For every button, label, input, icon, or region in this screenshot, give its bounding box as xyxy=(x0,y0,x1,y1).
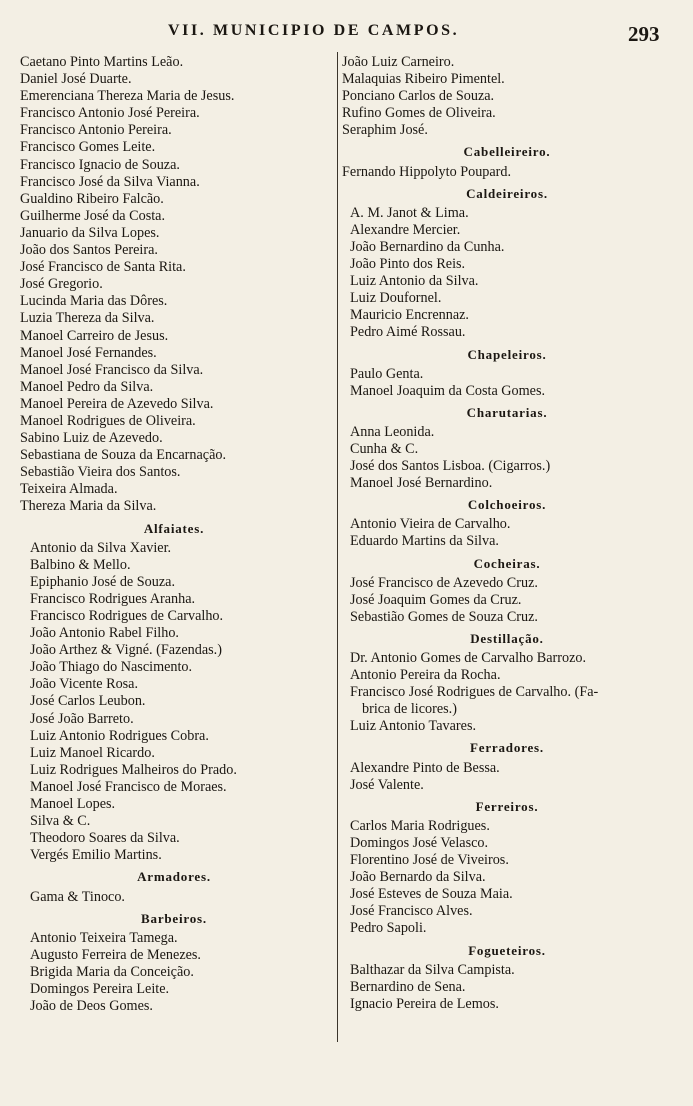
list-item: Malaquias Ribeiro Pimentel. xyxy=(342,71,505,88)
list-item: José Francisco de Azevedo Cruz. xyxy=(350,574,538,591)
list-item: Luzia Thereza da Silva. xyxy=(20,310,155,327)
list-item: Sebastiana de Souza da Encarnação. xyxy=(20,447,227,464)
list-item: Fernando Hippolyto Poupard. xyxy=(342,163,512,180)
right-column xyxy=(342,54,672,1013)
directory-list xyxy=(20,54,328,516)
list-item: Guilherme José da Costa. xyxy=(20,207,165,224)
list-item: Bernardino de Sena. xyxy=(350,978,466,995)
list-item: Francisco José da Silva Vianna. xyxy=(20,173,200,190)
list-item: Alexandre Mercier. xyxy=(350,221,461,238)
directory-list-caldeireiros xyxy=(342,205,672,342)
list-item: José João Barreto. xyxy=(30,710,134,727)
directory-list-barbeiros xyxy=(20,930,328,1015)
directory-list-charutarias xyxy=(342,424,672,492)
list-item: José dos Santos Lisboa. (Cigarros.) xyxy=(350,458,551,475)
section-heading-caldeireiros: Caldeireiros. xyxy=(466,185,548,201)
list-item: Mauricio Encrennaz. xyxy=(350,307,469,324)
list-item: Francisco Rodrigues Aranha. xyxy=(30,590,196,607)
list-item-continuation: brica de licores.) xyxy=(362,701,457,718)
list-item: Manoel Pedro da Silva. xyxy=(20,378,154,395)
list-item: Francisco Gomes Leite. xyxy=(20,139,156,156)
list-item: Augusto Ferreira de Menezes. xyxy=(30,946,201,963)
list-item: João dos Santos Pereira. xyxy=(20,242,158,259)
list-item: Cunha & C. xyxy=(350,440,419,457)
list-item: Pedro Aimé Rossau. xyxy=(350,324,466,341)
list-item: Manoel Carreiro de Jesus. xyxy=(20,327,169,344)
section-heading-charutarias: Charutarias. xyxy=(466,404,548,420)
directory-list-cocheiras xyxy=(342,575,672,626)
directory-list-ferradores xyxy=(342,760,672,794)
list-item: José Joaquim Gomes da Cruz. xyxy=(350,591,522,608)
list-item: Alexandre Pinto de Bessa. xyxy=(350,759,500,776)
directory-list-alfaiates xyxy=(20,540,328,865)
list-item: Francisco Antonio Pereira. xyxy=(20,122,172,139)
list-item: Emerenciana Thereza Maria de Jesus. xyxy=(20,88,235,105)
list-item: Gualdino Ribeiro Falcão. xyxy=(20,190,164,207)
section-heading-armadores: Armadores. xyxy=(137,869,211,885)
list-item: João Antonio Rabel Filho. xyxy=(30,625,179,642)
list-item: Manoel José Bernardino. xyxy=(350,475,493,492)
list-item: Francisco Ignacio de Souza. xyxy=(20,156,180,173)
list-item: Ignacio Pereira de Lemos. xyxy=(350,995,499,1012)
list-item: Manoel José Francisco da Silva. xyxy=(20,361,204,378)
list-item: José Esteves de Souza Maia. xyxy=(350,886,513,903)
section-heading-colchoeiros: Colchoeiros. xyxy=(467,497,547,513)
list-item: Manoel Joaquim da Costa Gomes. xyxy=(350,382,546,399)
list-item: Carlos Maria Rodrigues. xyxy=(350,817,490,834)
directory-list-colchoeiros xyxy=(342,516,672,550)
list-item: João Thiago do Nascimento. xyxy=(30,659,193,676)
list-item: Caetano Pinto Martins Leão. xyxy=(20,54,184,70)
list-item: José Francisco Alves. xyxy=(350,903,473,920)
section-heading-cabelleireiro: Cabelleireiro. xyxy=(463,144,551,160)
list-item: Ponciano Carlos de Souza. xyxy=(342,88,495,105)
list-item: Luiz Doufornel. xyxy=(350,290,442,307)
list-item: Francisco Antonio José Pereira. xyxy=(20,105,200,122)
list-item: Balthazar da Silva Campista. xyxy=(350,961,515,978)
page-title: VII. MUNICIPIO DE CAMPOS. xyxy=(168,22,460,39)
page-number: 293 xyxy=(628,22,660,46)
directory-list-cabelleireiro xyxy=(342,164,672,181)
list-item: Manoel Pereira de Azevedo Silva. xyxy=(20,395,214,412)
list-item: Seraphim José. xyxy=(342,122,428,139)
list-item: Domingos Pereira Leite. xyxy=(30,980,170,997)
list-item: Antonio Pereira da Rocha. xyxy=(350,667,501,684)
list-item: João de Deos Gomes. xyxy=(30,998,153,1015)
list-item: Antonio Vieira de Carvalho. xyxy=(350,516,511,533)
list-item: Luiz Manoel Ricardo. xyxy=(30,744,155,761)
list-item: Luiz Antonio da Silva. xyxy=(350,273,479,290)
list-item: José Francisco de Santa Rita. xyxy=(20,259,186,276)
list-item: Teixeira Almada. xyxy=(20,481,118,498)
page-header xyxy=(0,14,693,46)
section-heading-cocheiras: Cocheiras. xyxy=(473,555,541,571)
list-item: Gama & Tinoco. xyxy=(30,888,125,905)
list-item: Pedro Sapoli. xyxy=(350,920,427,937)
list-item: Eduardo Martins da Silva. xyxy=(350,533,499,550)
list-item: Manoel José Fernandes. xyxy=(20,344,157,361)
list-item: Dr. Antonio Gomes de Carvalho Barrozo. xyxy=(350,650,587,666)
section-heading-barbeiros: Barbeiros. xyxy=(141,910,207,926)
directory-list-destillacao-after xyxy=(342,718,672,735)
list-item: Sabino Luiz de Azevedo. xyxy=(20,430,163,447)
section-heading-ferradores: Ferradores. xyxy=(470,740,544,756)
list-item: Manoel Rodrigues de Oliveira. xyxy=(20,412,196,429)
list-item: Silva & C. xyxy=(30,813,91,830)
directory-list-destillacao xyxy=(342,650,672,701)
list-item: Francisco Rodrigues de Carvalho. xyxy=(30,608,224,624)
list-item: Manoel Lopes. xyxy=(30,796,116,813)
section-heading-ferreiros: Ferreiros. xyxy=(475,798,539,814)
list-item: Epiphanio José de Souza. xyxy=(30,573,175,590)
list-item: Anna Leonida. xyxy=(350,423,435,440)
list-item: Luiz Antonio Tavares. xyxy=(350,718,477,735)
list-item: José Carlos Leubon. xyxy=(30,693,146,710)
list-item: Sebastião Gomes de Souza Cruz. xyxy=(350,608,538,625)
list-item: Antonio da Silva Xavier. xyxy=(30,539,172,556)
directory-list-fogueteiros xyxy=(342,962,672,1013)
list-item: Theodoro Soares da Silva. xyxy=(30,830,180,847)
directory-list-armadores xyxy=(20,889,328,906)
list-item: Daniel José Duarte. xyxy=(20,71,132,88)
column-divider xyxy=(337,52,338,1042)
list-item: Sebastião Vieira dos Santos. xyxy=(20,464,181,481)
list-item: Florentino José de Viveiros. xyxy=(350,852,509,869)
section-heading-chapeleiros: Chapeleiros. xyxy=(467,346,547,362)
list-item: Balbino & Mello. xyxy=(30,556,131,573)
list-item: Brigida Maria da Conceição. xyxy=(30,963,194,980)
list-item: Antonio Teixeira Tamega. xyxy=(30,929,178,946)
list-item: João Bernardino da Cunha. xyxy=(350,238,505,255)
list-item: Lucinda Maria das Dôres. xyxy=(20,293,168,310)
section-heading-destillacao: Destillação. xyxy=(470,630,544,646)
list-item: José Valente. xyxy=(350,776,424,793)
section-heading-fogueteiros: Fogueteiros. xyxy=(468,942,546,958)
list-item: João Pinto dos Reis. xyxy=(350,256,466,273)
list-item: Thereza Maria da Silva. xyxy=(20,498,157,515)
list-item: Januario da Silva Lopes. xyxy=(20,224,160,241)
list-item: Paulo Genta. xyxy=(350,365,424,382)
list-item: José Gregorio. xyxy=(20,276,103,293)
list-item: João Luiz Carneiro. xyxy=(342,54,455,70)
list-item: Francisco José Rodrigues de Carvalho. (Fa- xyxy=(350,684,599,701)
list-item: Manoel José Francisco de Moraes. xyxy=(30,778,227,795)
list-item: A. M. Janot & Lima. xyxy=(350,204,469,221)
list-item: Luiz Rodrigues Malheiros do Prado. xyxy=(30,761,237,778)
directory-list xyxy=(342,54,672,139)
left-column xyxy=(20,54,328,1015)
section-heading-alfaiates: Alfaiates. xyxy=(143,520,205,536)
list-item: Luiz Antonio Rodrigues Cobra. xyxy=(30,727,209,744)
list-item: João Vicente Rosa. xyxy=(30,676,139,693)
directory-list-ferreiros xyxy=(342,818,672,938)
list-item: João Arthez & Vigné. (Fazendas.) xyxy=(30,642,222,659)
list-item: Vergés Emilio Martins. xyxy=(30,847,162,864)
directory-list-chapeleiros xyxy=(342,366,672,400)
list-item: João Bernardo da Silva. xyxy=(350,869,486,886)
list-item: Domingos José Velasco. xyxy=(350,834,489,851)
list-item: Rufino Gomes de Oliveira. xyxy=(342,105,496,122)
